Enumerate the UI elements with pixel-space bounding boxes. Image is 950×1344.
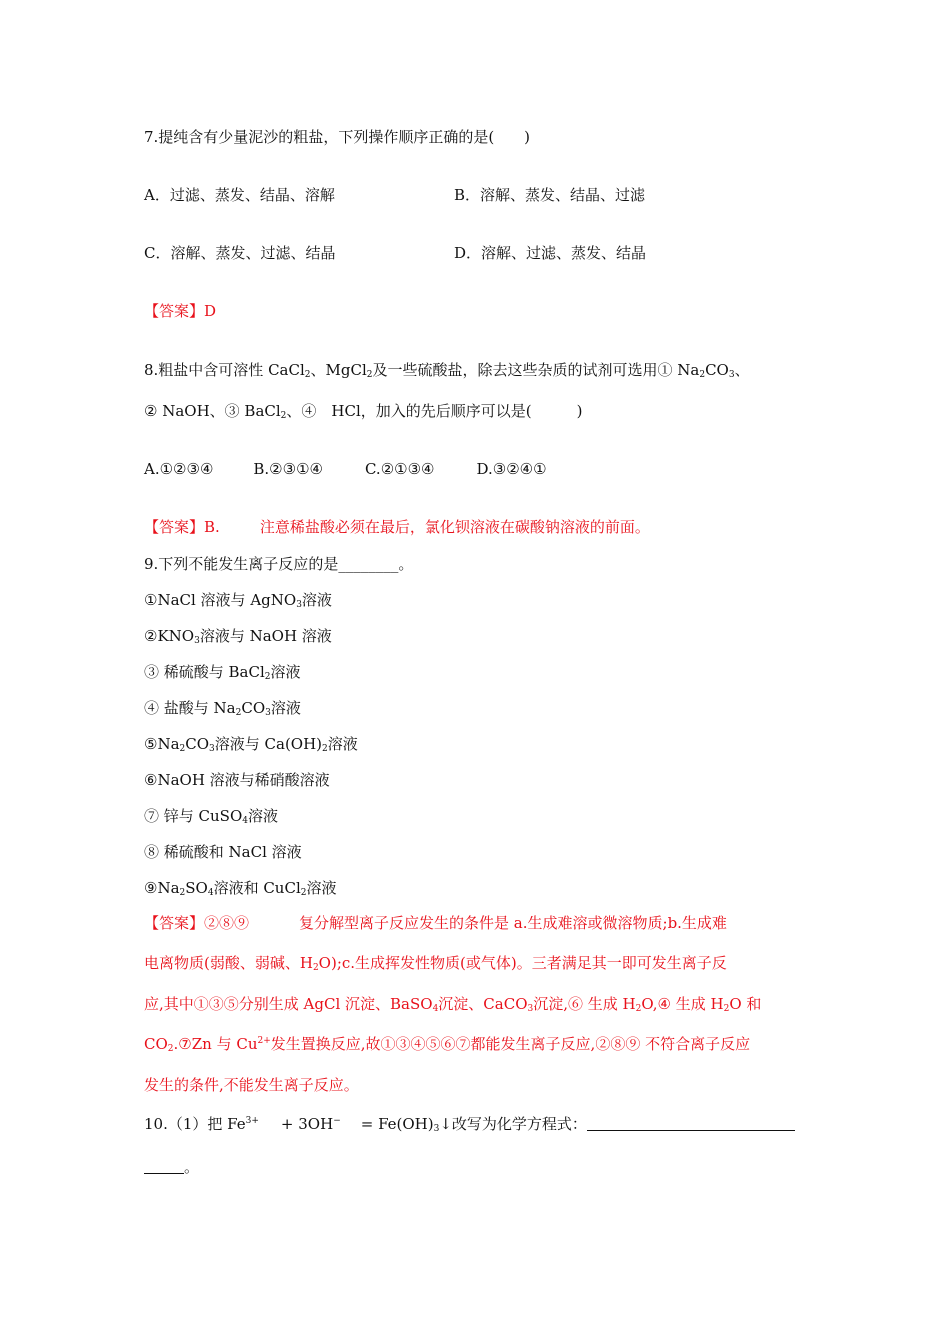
q8-option-d: D.③②④① bbox=[476, 460, 547, 478]
q10-stem-line2: 。 bbox=[144, 1157, 199, 1177]
answer-tag: 【答案】 bbox=[144, 518, 205, 536]
q7-option-d: D．溶解、过滤、蒸发、结晶 bbox=[454, 244, 647, 262]
q9-explain-line4: $CO_2.⑦Zn$ 与 $Cu^{2+}$发生置换反应,故①③④⑤⑥⑦都能发生离子反应,②⑧⑨ 不符合离子反应 bbox=[144, 1035, 751, 1054]
q7-option-a: A．过滤、蒸发、结晶、溶解 bbox=[144, 186, 335, 204]
q9-item-2: $②KNO_3$溶液与 NaOH 溶液 bbox=[144, 627, 332, 646]
answer-blank[interactable] bbox=[587, 1116, 795, 1131]
q8-option-b: B.②③①④ bbox=[253, 460, 323, 478]
q9-item-6: ⑥NaOH 溶液与稀硝酸溶液 bbox=[144, 771, 330, 789]
q9-stem: 9.下列不能发生离子反应的是________。 bbox=[144, 555, 414, 573]
q8-stem-line1: 8.粗盐中含可溶性 CaCl$_2$、MgCl$_2$及一些硫酸盐，除去这些杂质的试剂可选用① $Na_2CO_3$、 bbox=[144, 361, 750, 380]
q7-option-b: B．溶解、蒸发、结晶、过滤 bbox=[454, 186, 646, 204]
q8-options bbox=[144, 459, 547, 479]
q9-explain-line5: 发生的条件,不能发生离子反应。 bbox=[144, 1076, 359, 1094]
q8-stem-line2: ② NaOH、③ BaCl$_2$、④ HCl，加入的先后顺序可以是( ) bbox=[144, 402, 583, 421]
answer-tag: 【答案】 bbox=[144, 302, 205, 320]
q8-answer bbox=[144, 517, 650, 537]
q9-explain-line3: 应,其中①③⑤分别生成 AgCl 沉淀、BaSO$_4$沉淀、CaCO$_3$沉淀,⑥ 生成 $H_2O,④$ 生成 $H_2O$ 和 bbox=[144, 995, 762, 1014]
answer-value: ②⑧⑨ bbox=[204, 914, 250, 932]
q9-item-7: ⑦ 锌与 CuSO$_4$溶液 bbox=[144, 807, 278, 826]
q9-item-9: $⑨Na_2SO_4$溶液和 CuCl$_2$溶液 bbox=[144, 879, 337, 898]
answer-explanation: 注意稀盐酸必须在最后，氯化钡溶液在碳酸钠溶液的前面。 bbox=[259, 518, 650, 536]
answer-tag: 【答案】 bbox=[144, 914, 205, 932]
q8-option-a: A.①②③④ bbox=[144, 460, 214, 478]
q9-item-5: $⑤Na_2CO_3$溶液与 $Ca(OH)_2$溶液 bbox=[144, 735, 358, 754]
q9-item-1: ①NaCl 溶液与 AgNO$_3$溶液 bbox=[144, 591, 332, 610]
q9-item-3: ③ 稀硫酸与 BaCl$_2$溶液 bbox=[144, 663, 301, 682]
answer-value: B. bbox=[204, 518, 220, 536]
answer-blank-continued[interactable] bbox=[144, 1159, 184, 1174]
q7-stem: 7.提纯含有少量泥沙的粗盐，下列操作顺序正确的是( ) bbox=[144, 128, 531, 146]
q10-stem: 10.（1）把 $Fe^{3+} + 3OH^-$ = $Fe(OH)_3↓$改写为化学方程式： bbox=[144, 1114, 795, 1134]
q7-answer bbox=[144, 301, 216, 321]
q9-answer-line1: 【答案】②⑧⑨ 复分解型离子反应发生的条件是 a.生成难溶或微溶物质;b.生成难 bbox=[144, 914, 727, 932]
q9-item-8: ⑧ 稀硫酸和 NaCl 溶液 bbox=[144, 843, 302, 861]
answer-value: D bbox=[204, 302, 217, 320]
q8-option-c: C.②①③④ bbox=[364, 460, 435, 478]
q9-item-4: ④ 盐酸与 $Na_2CO_3$溶液 bbox=[144, 699, 301, 718]
q9-explain-line2: 电离物质(弱酸、弱碱、$H_2O);c$.生成挥发性物质(或气体)。三者满足其一即可发生离子反 bbox=[144, 954, 727, 973]
q7-option-c: C．溶解、蒸发、过滤、结晶 bbox=[144, 244, 336, 262]
